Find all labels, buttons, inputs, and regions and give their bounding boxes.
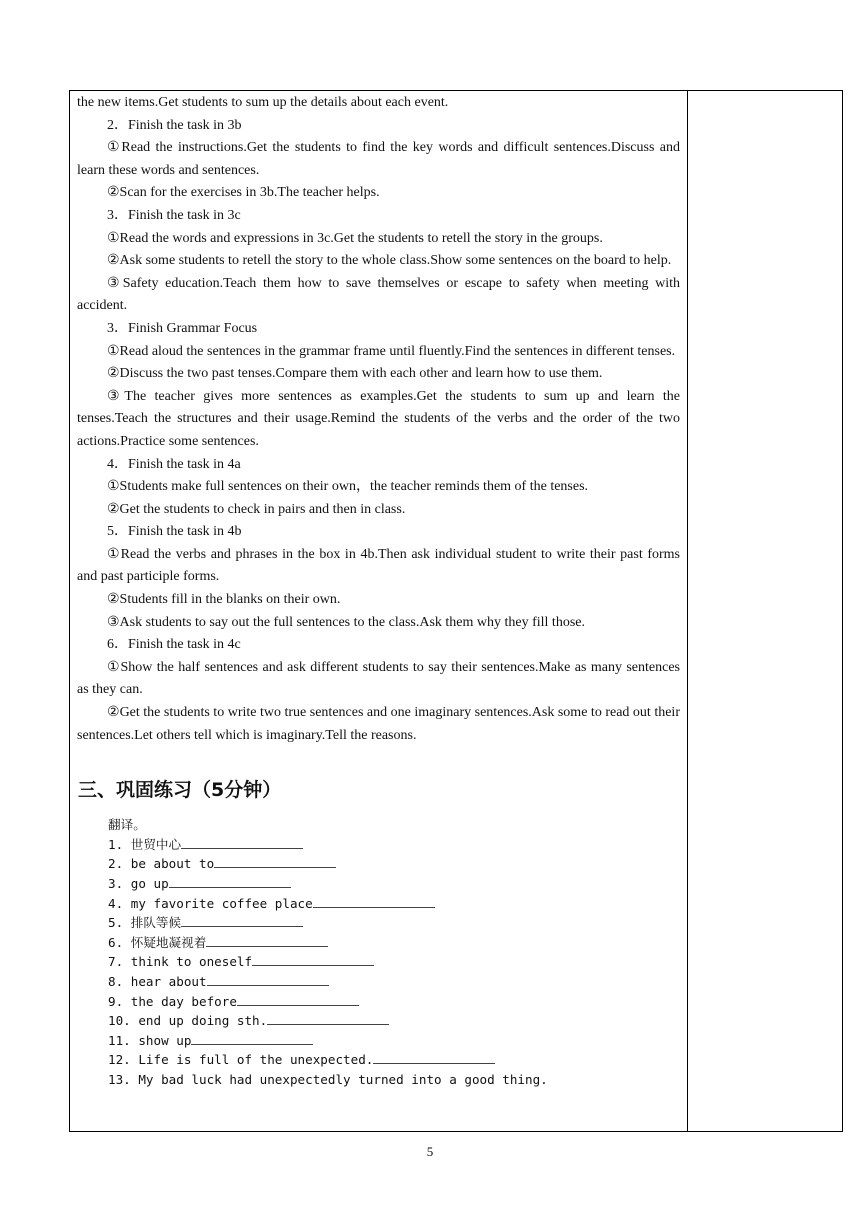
procedure-paragraph: 5．Finish the task in 4b bbox=[107, 524, 242, 540]
procedure-paragraph: ③Ask students to say out the full sentences to the class.Ask them why they fill those. bbox=[107, 614, 585, 630]
answer-blank[interactable] bbox=[313, 895, 435, 908]
answer-blank[interactable] bbox=[373, 1051, 495, 1064]
exercise-item bbox=[108, 1050, 680, 1070]
procedure-paragraph: 6．Finish the task in 4c bbox=[107, 637, 241, 653]
spacer bbox=[77, 747, 680, 773]
procedure-paragraph: the new items.Get students to sum up the details about each event. bbox=[77, 95, 449, 110]
exercise-item bbox=[108, 1031, 680, 1051]
exercise-text: 5. 排队等候 bbox=[108, 915, 182, 931]
answer-blank[interactable] bbox=[237, 993, 359, 1006]
exercise-item bbox=[108, 874, 680, 894]
exercise-text: 10. end up doing sth. bbox=[108, 1013, 268, 1029]
answer-blank[interactable] bbox=[191, 1032, 313, 1045]
procedure-paragraph: ①Read the instructions.Get the students to find the key words and difficult sentences.Discuss and learn these words and sentences. bbox=[77, 140, 680, 178]
exercise-item bbox=[108, 972, 680, 992]
procedure-paragraph: 3．Finish Grammar Focus bbox=[107, 320, 258, 336]
column-divider bbox=[687, 91, 688, 1131]
exercise-text: 1. 世贸中心 bbox=[108, 836, 182, 852]
procedure-paragraph: ②Discuss the two past tenses.Compare them with each other and learn how to use them. bbox=[107, 366, 603, 382]
exercise-text: 4. my favorite coffee place bbox=[108, 895, 313, 911]
procedure-paragraph: ②Scan for the exercises in 3b.The teacher helps. bbox=[107, 185, 380, 201]
exercise-text: 2. be about to bbox=[108, 856, 215, 872]
exercise-text: 11. show up bbox=[108, 1032, 192, 1048]
exercise-item bbox=[108, 1011, 680, 1031]
answer-blank[interactable] bbox=[181, 914, 303, 927]
section-heading: 三、巩固练习（5分钟） bbox=[78, 779, 282, 802]
answer-blank[interactable] bbox=[214, 855, 336, 868]
exercise-text: 7. think to oneself bbox=[108, 954, 253, 970]
exercise-text: 6. 怀疑地凝视着 bbox=[108, 934, 207, 950]
procedure-paragraph: ①Read the words and expressions in 3c.Get the students to retell the story in the groups. bbox=[107, 230, 603, 246]
answer-blank[interactable] bbox=[207, 973, 329, 986]
procedure-paragraph: ②Students fill in the blanks on their own. bbox=[107, 592, 341, 608]
procedure-paragraph: ③Safety education.Teach them how to save themselves or escape to safety when meeting with accident. bbox=[77, 275, 680, 314]
exercise-item bbox=[108, 913, 680, 933]
exercise-intro: 翻译。 bbox=[108, 817, 146, 833]
procedure-paragraph: 2．Finish the task in 3b bbox=[107, 117, 242, 133]
lesson-plan-table bbox=[69, 90, 843, 1132]
exercise-item bbox=[108, 854, 680, 874]
exercise-item bbox=[108, 952, 680, 972]
procedure-paragraph: ①Read the verbs and phrases in the box in 4b.Then ask individual student to write their past forms and past participle forms. bbox=[77, 546, 680, 585]
procedure-paragraph: ②Ask some students to retell the story to the whole class.Show some sentences on the board to help. bbox=[107, 253, 672, 269]
procedure-cell bbox=[77, 91, 680, 1090]
exercise-item bbox=[108, 1070, 680, 1090]
exercise-item bbox=[108, 835, 680, 855]
exercise-item bbox=[108, 894, 680, 914]
procedure-paragraph: ②Get the students to write two true sentences and one imaginary sentences.Ask some to read out their sentences.Let others tell which is imaginary.Tell the reasons. bbox=[77, 705, 680, 743]
page-number: 5 bbox=[426, 1144, 434, 1159]
answer-blank[interactable] bbox=[181, 836, 303, 849]
procedure-paragraph: ③The teacher gives more sentences as examples.Get the students to sum up and learn the tenses.Teach the structures and their usage.Remind the students of the verbs and the order of the two actions.Practice some sentences. bbox=[77, 388, 680, 449]
exercise-item bbox=[108, 992, 680, 1012]
answer-blank[interactable] bbox=[206, 934, 328, 947]
procedure-paragraph: 4．Finish the task in 4a bbox=[107, 456, 241, 472]
exercise-text: 8. hear about bbox=[108, 973, 207, 989]
exercise-text: 12. Life is full of the unexpected. bbox=[108, 1052, 374, 1068]
procedure-paragraph: ②Get the students to check in pairs and then in class. bbox=[107, 501, 406, 517]
procedure-paragraph: ①Read aloud the sentences in the grammar frame until fluently.Find the sentences in different tenses. bbox=[107, 343, 676, 359]
exercise-text: 13. My bad luck had unexpectedly turned into a good thing. bbox=[108, 1071, 548, 1087]
procedure-paragraph: ①Show the half sentences and ask different students to say their sentences.Make as many sentences as they can. bbox=[77, 659, 680, 698]
procedure-steps bbox=[77, 91, 680, 747]
procedure-paragraph: ①Students make full sentences on their own，the teacher reminds them of the tenses. bbox=[107, 479, 589, 495]
answer-blank[interactable] bbox=[169, 875, 291, 888]
exercise-item bbox=[108, 933, 680, 953]
exercise-text: 9. the day before bbox=[108, 993, 237, 1009]
exercise-list bbox=[77, 835, 680, 1090]
answer-blank[interactable] bbox=[252, 953, 374, 966]
answer-blank[interactable] bbox=[267, 1012, 389, 1025]
exercise-text: 3. go up bbox=[108, 876, 169, 891]
procedure-paragraph: 3．Finish the task in 3c bbox=[107, 207, 241, 223]
